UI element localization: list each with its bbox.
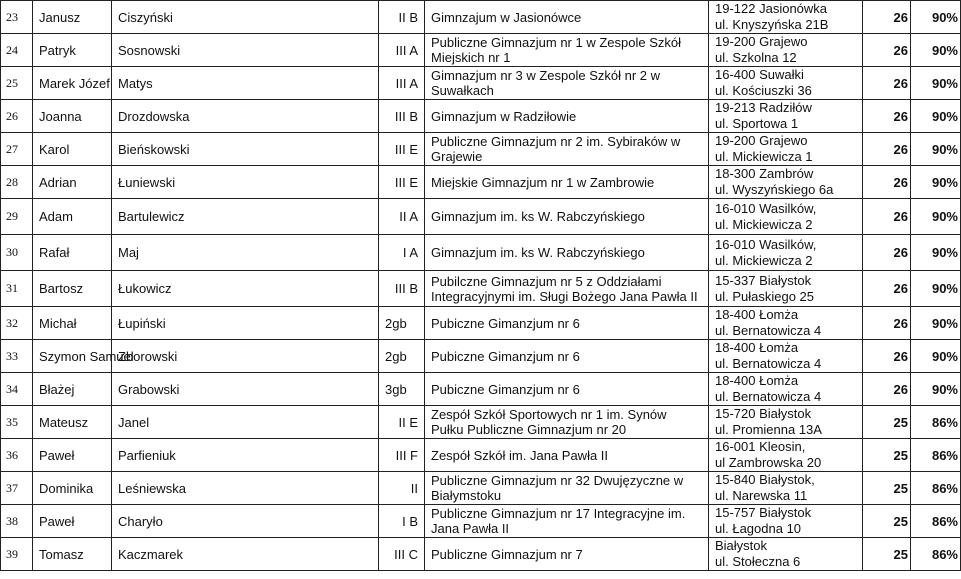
table-row — [1, 235, 961, 271]
points: 26 — [863, 100, 911, 133]
class-cell: 2gb — [379, 307, 425, 340]
class-cell: II — [379, 472, 425, 505]
address — [709, 373, 863, 406]
address-city: 15-720 Białystok — [715, 406, 812, 421]
address-street: ul. Wyszyńskiego 6a — [715, 182, 834, 197]
class-cell: III B — [379, 271, 425, 307]
address-street: ul. Łagodna 10 — [715, 521, 802, 536]
first-name: Tomasz — [33, 538, 112, 571]
address-street: ul. Sportowa 1 — [715, 116, 799, 131]
points: 25 — [863, 406, 911, 439]
row-number: 26 — [1, 100, 33, 133]
last-name: Bieńskowski — [112, 133, 379, 166]
points: 25 — [863, 538, 911, 571]
percent: 86% — [911, 472, 961, 505]
last-name: Leśniewska — [112, 472, 379, 505]
class-cell: III A — [379, 34, 425, 67]
first-name: Mateusz — [33, 406, 112, 439]
school-name: Publiczne Gimnazjum nr 7 — [425, 538, 709, 571]
school-name: Publiczne Gimnazjum nr 17 Integracyjne im. Jana Pawła II — [425, 505, 709, 538]
table-row — [1, 1, 961, 34]
table-row — [1, 472, 961, 505]
class-cell: I A — [379, 235, 425, 271]
class-cell: II E — [379, 406, 425, 439]
points: 26 — [863, 340, 911, 373]
address-street: ul. Mickiewicza 2 — [715, 216, 813, 232]
class-cell: III E — [379, 166, 425, 199]
points: 26 — [863, 67, 911, 100]
row-number: 24 — [1, 34, 33, 67]
address-city: 16-010 Wasilków, — [715, 236, 817, 252]
row-number: 30 — [1, 235, 33, 271]
points: 26 — [863, 34, 911, 67]
address-city: 18-300 Zambrów — [715, 166, 814, 181]
last-name: Drozdowska — [112, 100, 379, 133]
school-name: Miejskie Gimnazjum nr 1 w Zambrowie — [425, 166, 709, 199]
percent: 90% — [911, 340, 961, 373]
address — [709, 1, 863, 34]
first-name: Błażej — [33, 373, 112, 406]
last-name: Grabowski — [112, 373, 379, 406]
address-city: 16-400 Suwałki — [715, 67, 804, 82]
address — [709, 439, 863, 472]
percent: 86% — [911, 406, 961, 439]
address — [709, 505, 863, 538]
last-name: Sosnowski — [112, 34, 379, 67]
table-row — [1, 133, 961, 166]
percent: 90% — [911, 133, 961, 166]
percent: 86% — [911, 439, 961, 472]
address-city: 19-200 Grajewo — [715, 133, 808, 148]
percent: 90% — [911, 100, 961, 133]
table-row — [1, 340, 961, 373]
last-name: Łupiński — [112, 307, 379, 340]
table-row — [1, 166, 961, 199]
last-name: Matys — [112, 67, 379, 100]
percent: 90% — [911, 67, 961, 100]
address — [709, 340, 863, 373]
row-number: 39 — [1, 538, 33, 571]
percent: 90% — [911, 235, 961, 271]
points: 26 — [863, 373, 911, 406]
school-name: Zespół Szkół im. Jana Pawła II — [425, 439, 709, 472]
row-number: 29 — [1, 199, 33, 235]
first-name: Patryk — [33, 34, 112, 67]
percent: 90% — [911, 373, 961, 406]
address — [709, 235, 863, 271]
last-name: Bartulewicz — [112, 199, 379, 235]
last-name: Maj — [112, 235, 379, 271]
school-name: Pubiczne Gimanzjum nr 6 — [425, 340, 709, 373]
address — [709, 166, 863, 199]
first-name: Adrian — [33, 166, 112, 199]
table-row — [1, 307, 961, 340]
address-street: ul. Szkolna 12 — [715, 50, 797, 65]
first-name: Bartosz — [33, 271, 112, 307]
table-row — [1, 406, 961, 439]
first-name: Paweł — [33, 505, 112, 538]
row-number: 38 — [1, 505, 33, 538]
table-row — [1, 373, 961, 406]
class-cell: II A — [379, 199, 425, 235]
row-number: 25 — [1, 67, 33, 100]
table-row — [1, 67, 961, 100]
address-city: 19-200 Grajewo — [715, 34, 808, 49]
school-name: Gimnazjum w Radziłowie — [425, 100, 709, 133]
address-city: 16-001 Kleosin, — [715, 439, 806, 454]
address-street: ul. Bernatowicza 4 — [715, 389, 822, 404]
address-street: ul. Knyszyńska 21B — [715, 17, 829, 32]
address-street: ul. Narewska 11 — [715, 488, 808, 503]
address-street: ul. Stołeczna 6 — [715, 554, 801, 569]
row-number: 33 — [1, 340, 33, 373]
table-row — [1, 199, 961, 235]
school-name: Gimnazjum nr 3 w Zespole Szkół nr 2 w Suwałkach — [425, 67, 709, 100]
address — [709, 199, 863, 235]
school-name: Gimnazjum im. ks W. Rabczyńskiego — [425, 199, 709, 235]
last-name: Łuniewski — [112, 166, 379, 199]
address — [709, 133, 863, 166]
first-name: Paweł — [33, 439, 112, 472]
first-name: Adam — [33, 199, 112, 235]
points: 26 — [863, 133, 911, 166]
address — [709, 100, 863, 133]
last-name: Kaczmarek — [112, 538, 379, 571]
first-name: Karol — [33, 133, 112, 166]
address-city: 15-757 Białystok — [715, 505, 812, 520]
school-name: Pubiczne Gimanzjum nr 6 — [425, 307, 709, 340]
row-number: 32 — [1, 307, 33, 340]
row-number: 23 — [1, 1, 33, 34]
address-street: ul. Mickiewicza 2 — [715, 252, 813, 268]
address — [709, 307, 863, 340]
percent: 90% — [911, 307, 961, 340]
address-city: 15-337 Białystok — [715, 272, 812, 288]
class-cell: III B — [379, 100, 425, 133]
points: 26 — [863, 1, 911, 34]
points: 26 — [863, 199, 911, 235]
percent: 90% — [911, 1, 961, 34]
class-cell: II B — [379, 1, 425, 34]
school-name: Gimnazjum im. ks W. Rabczyńskiego — [425, 235, 709, 271]
percent: 90% — [911, 271, 961, 307]
school-name: Publiczne Gimnazjum nr 2 im. Sybiraków w Grajewie — [425, 133, 709, 166]
address-street: ul. Kościuszki 36 — [715, 83, 812, 98]
row-number: 34 — [1, 373, 33, 406]
percent: 90% — [911, 166, 961, 199]
school-name: Publiczne Gimnazjum nr 32 Dwujęzyczne w Białymstoku — [425, 472, 709, 505]
school-name: Pubilczne Gimnazjum nr 5 z Oddziałami Integracyjnymi im. Sługi Bożego Jana Pawła II — [425, 271, 709, 307]
first-name: Dominika — [33, 472, 112, 505]
address-street: ul. Bernatowicza 4 — [715, 356, 822, 371]
class-cell: 3gb — [379, 373, 425, 406]
last-name: Zborowski — [112, 340, 379, 373]
address — [709, 538, 863, 571]
class-cell: I B — [379, 505, 425, 538]
table-row — [1, 100, 961, 133]
row-number: 27 — [1, 133, 33, 166]
address-city: 19-213 Radziłów — [715, 100, 812, 115]
address-street: ul. Mickiewicza 1 — [715, 149, 813, 164]
address-city: 18-400 Łomża — [715, 373, 799, 388]
row-number: 28 — [1, 166, 33, 199]
first-name: Janusz — [33, 1, 112, 34]
points: 26 — [863, 271, 911, 307]
points: 26 — [863, 166, 911, 199]
address — [709, 271, 863, 307]
school-name: Gimnzajum w Jasionówce — [425, 1, 709, 34]
first-name: Rafał — [33, 235, 112, 271]
table-row — [1, 538, 961, 571]
class-cell: 2gb — [379, 340, 425, 373]
points: 26 — [863, 235, 911, 271]
row-number: 37 — [1, 472, 33, 505]
table-row — [1, 271, 961, 307]
percent: 90% — [911, 34, 961, 67]
class-cell: III A — [379, 67, 425, 100]
address-street: ul Zambrowska 20 — [715, 455, 822, 470]
table-row — [1, 439, 961, 472]
last-name: Parfieniuk — [112, 439, 379, 472]
first-name: Marek Józef — [33, 67, 112, 100]
row-number: 36 — [1, 439, 33, 472]
points: 25 — [863, 505, 911, 538]
table-row — [1, 34, 961, 67]
row-number: 31 — [1, 271, 33, 307]
class-cell: III C — [379, 538, 425, 571]
school-name: Publiczne Gimnazjum nr 1 w Zespole Szkół Miejskich nr 1 — [425, 34, 709, 67]
address-city: 18-400 Łomża — [715, 307, 799, 322]
last-name: Janel — [112, 406, 379, 439]
points: 25 — [863, 439, 911, 472]
percent: 90% — [911, 199, 961, 235]
address-street: ul. Promienna 13A — [715, 422, 822, 437]
address-city: Białystok — [715, 538, 768, 553]
address — [709, 472, 863, 505]
last-name: Ciszyński — [112, 1, 379, 34]
address — [709, 406, 863, 439]
table-row — [1, 505, 961, 538]
last-name: Charyło — [112, 505, 379, 538]
address-city: 18-400 Łomża — [715, 340, 799, 355]
address — [709, 67, 863, 100]
first-name: Szymon Samuel — [33, 340, 112, 373]
points: 26 — [863, 307, 911, 340]
class-cell: III F — [379, 439, 425, 472]
last-name: Łukowicz — [112, 271, 379, 307]
points: 25 — [863, 472, 911, 505]
address-city: 15-840 Białystok, — [715, 472, 815, 487]
address-city: 19-122 Jasionówka — [715, 1, 828, 16]
first-name: Joanna — [33, 100, 112, 133]
school-name: Zespół Szkół Sportowych nr 1 im. Synów Pułku Publiczne Gimnazjum nr 20 — [425, 406, 709, 439]
address-street: ul. Pułaskiego 25 — [715, 288, 815, 304]
percent: 86% — [911, 505, 961, 538]
first-name: Michał — [33, 307, 112, 340]
row-number: 35 — [1, 406, 33, 439]
address-city: 16-010 Wasilków, — [715, 200, 817, 216]
class-cell: III E — [379, 133, 425, 166]
percent: 86% — [911, 538, 961, 571]
address-street: ul. Bernatowicza 4 — [715, 323, 822, 338]
school-name: Pubiczne Gimanzjum nr 6 — [425, 373, 709, 406]
address — [709, 34, 863, 67]
